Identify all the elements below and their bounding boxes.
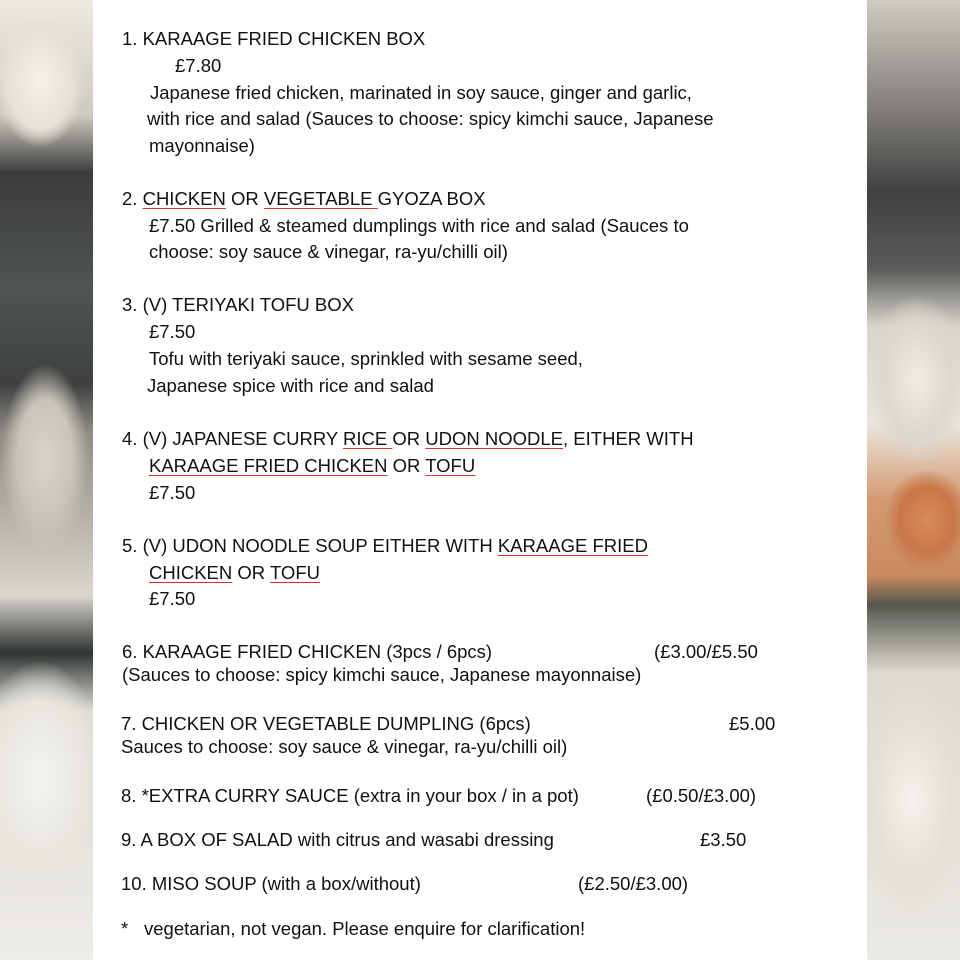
item3-desc-line2: Japanese spice with rice and salad <box>147 375 434 396</box>
item4-title-line1 <box>122 428 694 450</box>
item7-title: 7. CHICKEN OR VEGETABLE DUMPLING (6pcs) <box>121 713 531 734</box>
item2-or: OR <box>225 188 264 209</box>
item1-title: 1. KARAAGE FRIED CHICKEN BOX <box>122 28 426 49</box>
item6-title: 6. KARAAGE FRIED CHICKEN (3pcs / 6pcs) <box>122 641 493 662</box>
item4-price: £7.50 <box>149 482 196 503</box>
item5-title-prefix: 5. (V) UDON NOODLE SOUP EITHER WITH <box>122 535 498 556</box>
item5-tofu-option: TOFU <box>269 562 320 583</box>
left-photo-strip <box>0 0 93 960</box>
item2-desc-line2: choose: soy sauce & vinegar, ra-yu/chilli oil) <box>149 241 508 262</box>
item2-chicken-option: CHICKEN <box>142 188 226 209</box>
footnote-text: vegetarian, not vegan. Please enquire for clarification! <box>144 918 586 939</box>
item4-title-line2 <box>149 455 475 477</box>
item1-price: £7.80 <box>175 55 222 76</box>
footnote-asterisk: * <box>121 918 129 939</box>
item5-karaage-option: KARAAGE FRIED <box>497 535 648 556</box>
item3-title: 3. (V) TERIYAKI TOFU BOX <box>122 294 354 315</box>
item1-desc-line1: Japanese fried chicken, marinated in soy sauce, ginger and garlic, <box>150 82 692 103</box>
item2-vegetable-option: VEGETABLE <box>263 188 378 209</box>
menu-sheet <box>93 0 867 960</box>
item3-price: £7.50 <box>149 321 196 342</box>
item4-title-prefix: 4. (V) JAPANESE CURRY <box>122 428 344 449</box>
item4-title-suffix: , EITHER WITH <box>563 428 694 449</box>
item2-title-rest: GYOZA BOX <box>377 188 486 209</box>
item4-or2: OR <box>387 455 426 476</box>
item9-title: 9. A BOX OF SALAD with citrus and wasabi dressing <box>121 829 554 850</box>
item9-price: £3.50 <box>700 829 747 850</box>
item1-desc-line2: with rice and salad (Sauces to choose: spicy kimchi sauce, Japanese <box>147 108 714 129</box>
item7-desc: Sauces to choose: soy sauce & vinegar, ra-yu/chilli oil) <box>121 736 568 757</box>
item3-desc-line1: Tofu with teriyaki sauce, sprinkled with sesame seed, <box>149 348 583 369</box>
item5-price: £7.50 <box>149 588 196 609</box>
item2-title <box>122 188 486 210</box>
item2-price-desc: £7.50 Grilled & steamed dumplings with rice and salad (Sauces to <box>149 215 689 236</box>
item5-title-line1 <box>122 535 648 557</box>
item6-price: (£3.00/£5.50 <box>654 641 758 662</box>
item4-rice-option: RICE <box>343 428 393 449</box>
item4-tofu-option: TOFU <box>425 455 476 476</box>
item5-title-line2 <box>149 562 320 584</box>
item10-price: (£2.50/£3.00) <box>578 873 689 894</box>
item4-karaage-option: KARAAGE FRIED CHICKEN <box>149 455 388 476</box>
item8-title: 8. *EXTRA CURRY SAUCE (extra in your box / in a pot) <box>121 785 579 806</box>
item5-chicken-option: CHICKEN <box>149 562 233 583</box>
item5-or: OR <box>232 562 270 583</box>
item8-price: (£0.50/£3.00) <box>646 785 757 806</box>
item1-desc-line3: mayonnaise) <box>149 135 255 156</box>
item4-udon-option: UDON NOODLE <box>425 428 564 449</box>
item2-number: 2. <box>122 188 143 209</box>
item10-title: 10. MISO SOUP (with a box/without) <box>121 873 421 894</box>
right-photo-strip <box>867 0 960 960</box>
item4-or: OR <box>392 428 426 449</box>
item6-desc: (Sauces to choose: spicy kimchi sauce, Japanese mayonnaise) <box>122 664 642 685</box>
item7-price: £5.00 <box>729 713 776 734</box>
